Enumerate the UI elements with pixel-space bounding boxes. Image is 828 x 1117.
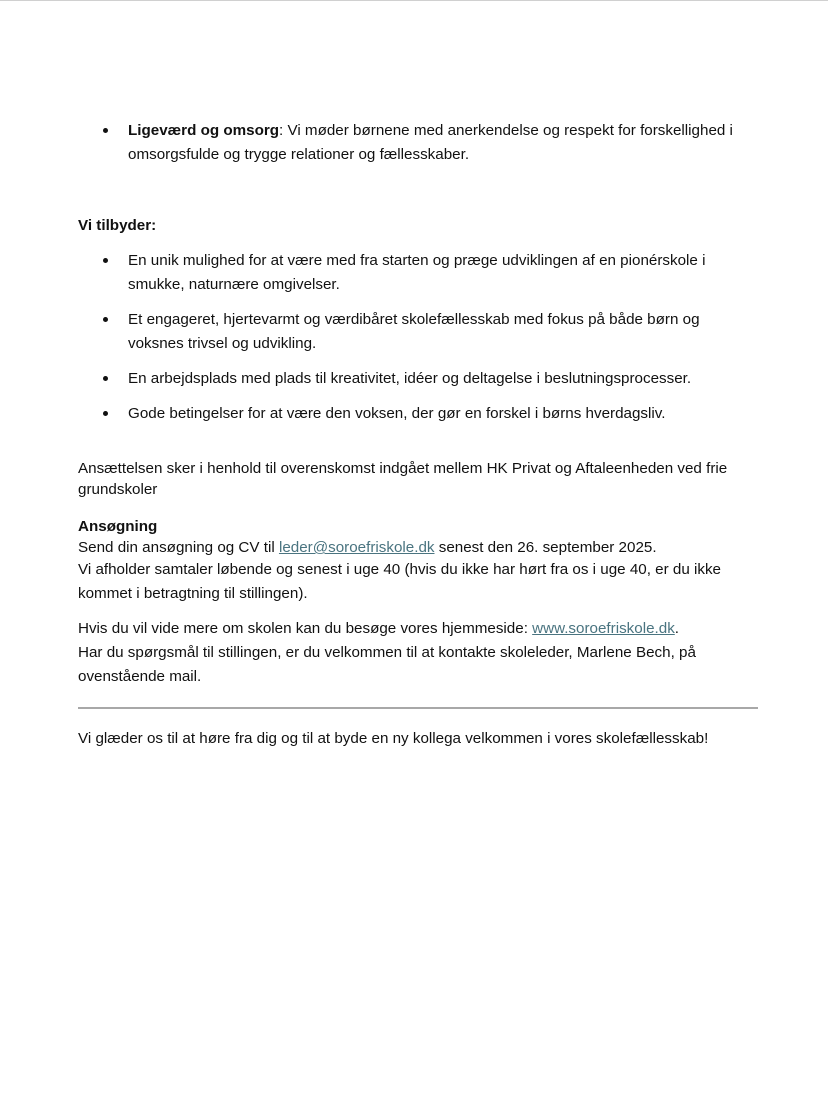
- bullet-icon: [103, 258, 108, 263]
- list-item-text: En arbejdsplads med plads til kreativitet, idéer og deltagelse i beslutningsprocesser.: [128, 370, 692, 387]
- values-list: [78, 119, 758, 167]
- application-send-suffix: senest den 26. september 2025.: [434, 539, 657, 556]
- more-info-prefix: Hvis du vil vide mere om skolen kan du besøge vores hjemmeside:: [78, 620, 533, 637]
- list-item-text: En unik mulighed for at være med fra starten og præge udviklingen af en pionérskole i smukke, naturnære omgivelser.: [128, 252, 706, 293]
- list-item-text: Gode betingelser for at være den voksen, der gør en forskel i børns hverdagsliv.: [128, 405, 666, 422]
- employment-terms: Ansættelsen sker i henhold til overenskomst indgået mellem HK Privat og Aftaleenheden ved frie grundskoler: [78, 460, 728, 498]
- questions-text: Har du spørgsmål til stillingen, er du velkommen til at kontakte skoleleder, Marlene Bech, på ovenstående mail.: [78, 644, 696, 685]
- application-send-line: [78, 537, 758, 558]
- list-item: [78, 367, 758, 391]
- website-link[interactable]: www.soroefriskole.dk: [532, 620, 675, 637]
- list-item: [78, 249, 758, 297]
- bullet-icon: [103, 317, 108, 322]
- application-send-prefix: Send din ansøgning og CV til: [78, 539, 279, 556]
- list-item-text: Et engageret, hjertevarmt og værdibåret skolefællesskab med fokus på både børn og voksnes trivsel og udvikling.: [128, 311, 700, 352]
- offer-heading: Vi tilbyder:: [78, 217, 157, 234]
- offer-list: [78, 249, 758, 426]
- document-body: [78, 119, 758, 751]
- bullet-icon: [103, 411, 108, 416]
- list-item: [78, 119, 758, 167]
- bullet-icon: [103, 376, 108, 381]
- email-link[interactable]: leder@soroefriskole.dk: [278, 539, 435, 556]
- more-info-line: [78, 617, 758, 641]
- closing-text: Vi glæder os til at høre fra dig og til at byde en ny kollega velkommen i vores skolefællesskab!: [78, 730, 709, 747]
- more-info-suffix: .: [674, 620, 680, 637]
- list-item: [78, 402, 758, 426]
- list-item: [78, 308, 758, 356]
- bullet-icon: [103, 128, 108, 133]
- list-item-text: : Vi møder børnene med anerkendelse og respekt for forskellighed i omsorgsfulde og trygge relationer og fællesskaber.: [128, 122, 733, 163]
- application-heading: Ansøgning: [78, 518, 158, 535]
- application-interviews: Vi afholder samtaler løbende og senest i uge 40 (hvis du ikke har hørt fra os i uge 40, er du ikke kommet i betragtning til stillingen).: [78, 561, 722, 602]
- list-item-bold-term: Ligeværd og omsorg: [128, 122, 280, 139]
